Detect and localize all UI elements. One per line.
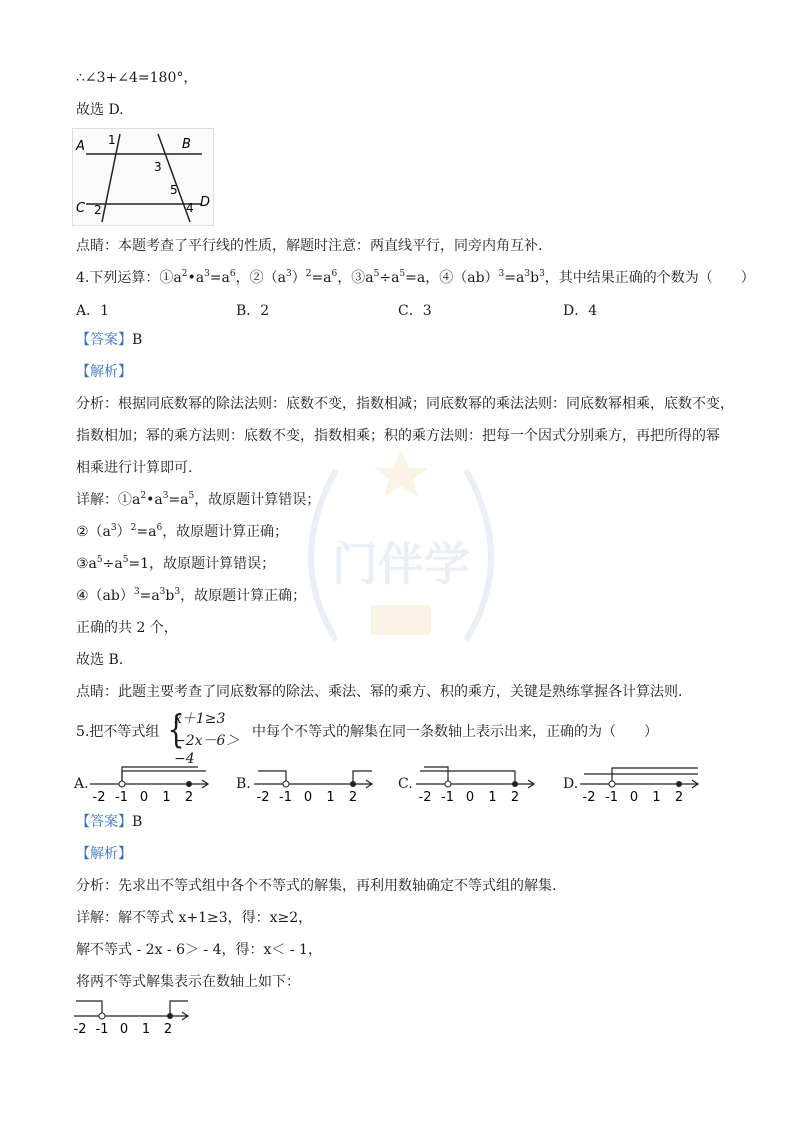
- tick-label: -1: [279, 790, 292, 805]
- tick-label: 0: [139, 790, 149, 805]
- inequality-row-2: −2x－6＞−4: [174, 733, 240, 767]
- answer-choice-line: 故选 D.: [76, 102, 124, 118]
- numberline-option-c: [414, 764, 540, 806]
- question-5-suffix: 中每个不等式的解集在同一条数轴上表示出来，正确的为（ ）: [252, 724, 658, 740]
- point-note-line: 点睛：本题考查了平行线的性质，解题时注意：两直线平行，同旁内角互补.: [76, 238, 543, 254]
- detail-4-step3: $③a^5\div a^5=1$，故原题计算错误；: [76, 555, 276, 572]
- answer-4: 【答案】B: [76, 332, 143, 348]
- tick-label: 2: [348, 790, 358, 805]
- tick-label: 2: [163, 1022, 173, 1037]
- figure-label-A: A: [76, 139, 85, 154]
- q5-choice-b: B.: [236, 776, 251, 792]
- q5-choice-c: C.: [398, 776, 413, 792]
- detail-5-step3: 将两不等式解集表示在数轴上如下：: [76, 974, 300, 990]
- tick-label: 1: [652, 790, 661, 805]
- tick-label: 2: [184, 790, 194, 805]
- analysis-4-line3: 相乘进行计算即可.: [76, 460, 193, 476]
- question-5-prefix: 5.把不等式组: [76, 724, 160, 740]
- detail-5-step2: 解不等式 - 2x - 6＞ - 4，得：x＜ - 1，: [76, 942, 322, 958]
- detail-4-step1: 详解：$①a^2•a^3=a^5$，故原题计算错误；: [76, 491, 321, 508]
- tick-label: 2: [674, 790, 684, 805]
- tick-labels-a: [93, 790, 194, 805]
- tick-label: -1: [605, 790, 618, 805]
- analysis-5: 分析：先求出不等式组中各个不等式的解集，再利用数轴确定不等式组的解集.: [76, 878, 557, 894]
- q5-choice-d: D.: [563, 776, 579, 792]
- tick-label: 0: [119, 1022, 129, 1037]
- q4-choice-b: B．2: [236, 303, 270, 319]
- q5-choice-a: A.: [74, 776, 89, 792]
- point-note-4: 点睛：此题主要考查了同底数幂的除法、乘法、幂的乘方、积的乘方，关键是熟练掌握各计算法则.: [76, 684, 683, 700]
- tick-labels-c: [419, 790, 520, 805]
- tick-label: 2: [510, 790, 520, 805]
- watermark-logo: [276, 430, 526, 680]
- tick-label: -1: [441, 790, 454, 805]
- system-brace: {: [167, 707, 185, 751]
- conclusion-line: ∴∠3+∠4=180°，: [76, 70, 198, 86]
- tick-label: -2: [256, 790, 270, 805]
- tick-labels-d: [583, 790, 684, 805]
- q4-choice-c: C．3: [398, 303, 432, 319]
- figure-label-C: C: [76, 201, 86, 216]
- tick-label: -2: [92, 790, 106, 805]
- numberline-solution: [72, 996, 192, 1038]
- tick-label: 1: [488, 790, 497, 805]
- tick-labels-b: [257, 790, 358, 805]
- watermark-text: 门伴学: [332, 537, 470, 591]
- inequality-system: [164, 707, 254, 767]
- q4-choice-d: D．4: [563, 303, 598, 319]
- figure-label-2: 2: [94, 203, 102, 217]
- choice-line-4: 故选 B.: [76, 652, 124, 668]
- figure-label-B: B: [182, 137, 191, 152]
- tick-label: -1: [115, 790, 128, 805]
- numberline-option-d: [578, 764, 704, 806]
- tick-label: 1: [162, 790, 171, 805]
- q4-choice-a: A．1: [76, 303, 110, 319]
- tick-label: -2: [582, 790, 596, 805]
- analysis-4-line1: 分析：根据同底数幂的除法法则：底数不变，指数相减；同底数幂的乘法法则：同底数幂相乘，底数不变，: [76, 396, 734, 412]
- detail-4-step4: $④(ab)^3=a^3b^3$，故原题计算正确；: [76, 587, 307, 604]
- count-line-4: 正确的共 2 个，: [76, 620, 178, 636]
- inequality-row-1: x＋1≥3: [174, 711, 226, 727]
- tick-label: 0: [465, 790, 475, 805]
- tick-label: -1: [95, 1022, 109, 1037]
- figure-label-1: 1: [108, 133, 116, 147]
- parallel-lines-figure: [72, 128, 214, 226]
- figure-label-3: 3: [154, 160, 162, 174]
- numberline-option-b: [252, 764, 378, 806]
- tick-label: -2: [73, 1022, 87, 1037]
- tick-label: 0: [303, 790, 313, 805]
- tick-label: 0: [629, 790, 639, 805]
- tick-label: 1: [141, 1022, 151, 1037]
- figure-label-4: 4: [186, 201, 194, 215]
- question-4: 4.下列运算：$①a^2•a^3=a^6$，$②(a^3)^2=a^6$，$③a^5\div a^5=a$，$④(ab)^3=a^3b^3$，其中结果正确的个数为（ ）: [76, 269, 755, 286]
- tick-labels-solution: [74, 1022, 173, 1037]
- detail-5-step1: 详解：解不等式 x+1≥3，得：x≥2，: [76, 910, 313, 926]
- answer-5: 【答案】B: [76, 814, 143, 830]
- analysis-heading-4: 【解析】: [76, 364, 132, 380]
- figure-label-D: D: [200, 195, 211, 210]
- numberline-option-a: [88, 764, 214, 806]
- tick-label: 1: [326, 790, 335, 805]
- detail-4-step2: $②(a^3)^2=a^6$，故原题计算正确；: [76, 523, 289, 540]
- analysis-heading-5: 【解析】: [76, 846, 132, 862]
- figure-label-5: 5: [170, 183, 178, 197]
- analysis-4-line2: 指数相加；幂的乘方法则：底数不变，指数相乘；积的乘方法则：把每一个因式分别乘方，再把所得的幂: [76, 428, 720, 444]
- tick-label: -2: [418, 790, 432, 805]
